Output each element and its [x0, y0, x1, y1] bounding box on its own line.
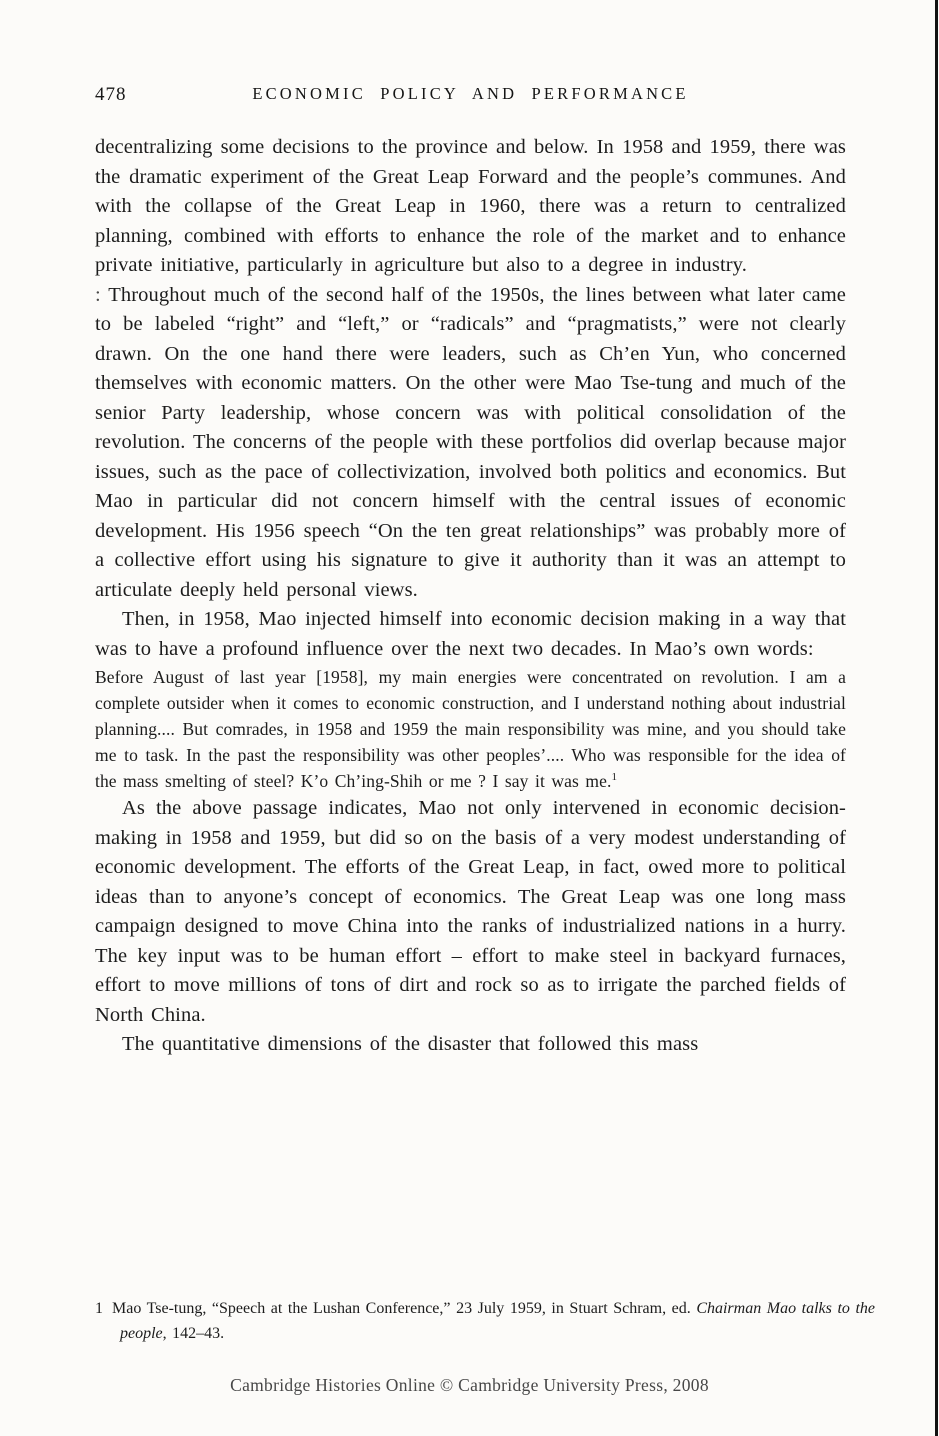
paragraph-then-1958: Then, in 1958, Mao injected himself into economic decision making in a way that was to have a profound influence over the next two decades. In Mao’s own words:: [95, 608, 846, 660]
footer-credit: Cambridge Histories Online © Cambridge University Press, 2008: [230, 1375, 709, 1395]
paragraph-throughout-text: Throughout much of the second half of the 1950s, the lines between what later came to be labeled “right” and “left,” or “radicals” and “pragmatists,” were not clearly drawn. On the one hand there were leaders, such as Ch’en Yun, who concerned themselves with economic matters. On the other were Mao Tse-tung and much of the senior Party leadership, whose concern was with political consolidation of the revolution. The concerns of the people with these portfolios did overlap because major issues, such as the pace of collectivization, involved both politics and economics. But Mao in particular did not concern himself with the central issues of economic development. His 1956 speech “On the ten great relationships” was probably more of a collective effort using his signature to give it authority than it was an attempt to articulate deeply held personal views.: [95, 283, 846, 601]
footnote-italic-title: Chairman Mao talks to the people: [120, 1300, 875, 1342]
page-number: 478: [95, 84, 127, 105]
stray-colon-mark: :: [95, 283, 101, 306]
page-header: [95, 84, 846, 104]
footnote-reference: 1: [611, 771, 618, 784]
footnote: [95, 1297, 875, 1346]
footnote-text: Mao Tse-tung, “Speech at the Lushan Conference,” 23 July 1959, in Stuart Schram, ed.: [112, 1300, 697, 1317]
paragraph-continuation: decentralizing some decisions to the province and below. In 1958 and 1959, there was the dramatic experiment of the Great Leap Forward and the people’s communes. And with the collapse of the Great Leap in 1960, there was a return to centralized planning, combined with efforts to enhance the role of the market and to enhance private initiative, particularly in agriculture but also to a degree in industry.: [95, 136, 846, 276]
paragraph-quantitative: The quantitative dimensions of the disaster that followed this mass: [122, 1033, 699, 1055]
footnote-pages: , 142–43.: [162, 1324, 225, 1342]
paragraph-as-above: As the above passage indicates, Mao not only intervened in economic decision-making in 1958 and 1959, but did so on the basis of a very modest understanding of economic development. The efforts of the Great Leap, in fact, owed more to political ideas than to anyone’s concept of economics. The Great Leap was one long mass campaign designed to move China into the ranks of industrialized nations in a hurry. The key input was to be human effort – effort to make steel in backyard furnaces, effort to move millions of tons of dirt and rock so as to irrigate the parched fields of North China.: [95, 797, 846, 1026]
blockquote-mao: [95, 664, 846, 794]
paragraph-throughout: [95, 281, 846, 606]
footnote-number: 1: [95, 1300, 103, 1317]
scan-edge-line: [935, 0, 938, 1436]
running-head: ECONOMIC POLICY AND PERFORMANCE: [252, 84, 689, 103]
body-text: [95, 133, 846, 1060]
blockquote-text: Before August of last year [1958], my main energies were concentrated on revolution. I am a complete outsider when it comes to economic construction, and I understand nothing about industrial planning.... But comrades, in 1958 and 1959 the main responsibility was mine, and you should take me to task. In the past the responsibility was other peoples’.... Who was responsible for the idea of the mass smelting of steel? K’o Ch’ing-Shih or me ? I say it was me.: [95, 667, 846, 791]
